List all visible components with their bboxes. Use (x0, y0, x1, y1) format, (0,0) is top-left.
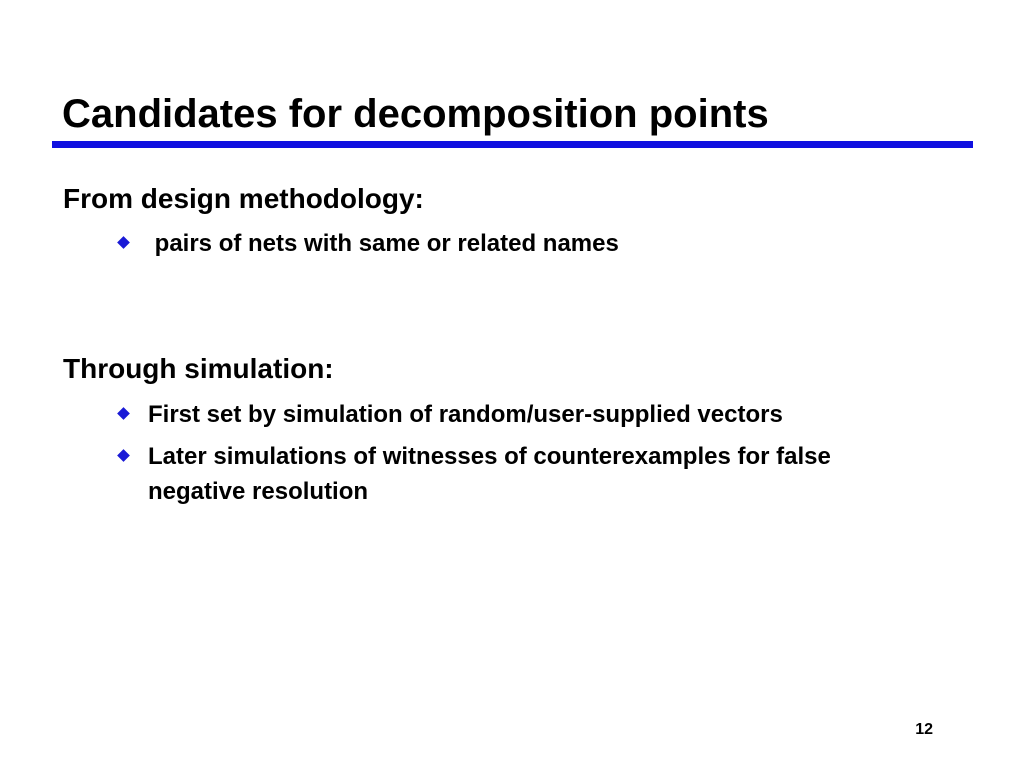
diamond-bullet-icon (117, 236, 130, 249)
page-number: 12 (915, 721, 933, 738)
section-heading-design-methodology: From design methodology: (63, 183, 424, 214)
bullet-text: First set by simulation of random/user-supplied vectors (148, 401, 783, 428)
section-heading-simulation: Through simulation: (63, 353, 334, 384)
title-underline (52, 141, 973, 148)
diamond-bullet-icon (117, 449, 130, 462)
bullet-text: pairs of nets with same or related names (148, 230, 619, 257)
slide-title: Candidates for decomposition points (62, 92, 769, 136)
bullet-text: Later simulations of witnesses of counterexamples for false negative resolution (148, 443, 831, 505)
diamond-bullet-icon (117, 407, 130, 420)
